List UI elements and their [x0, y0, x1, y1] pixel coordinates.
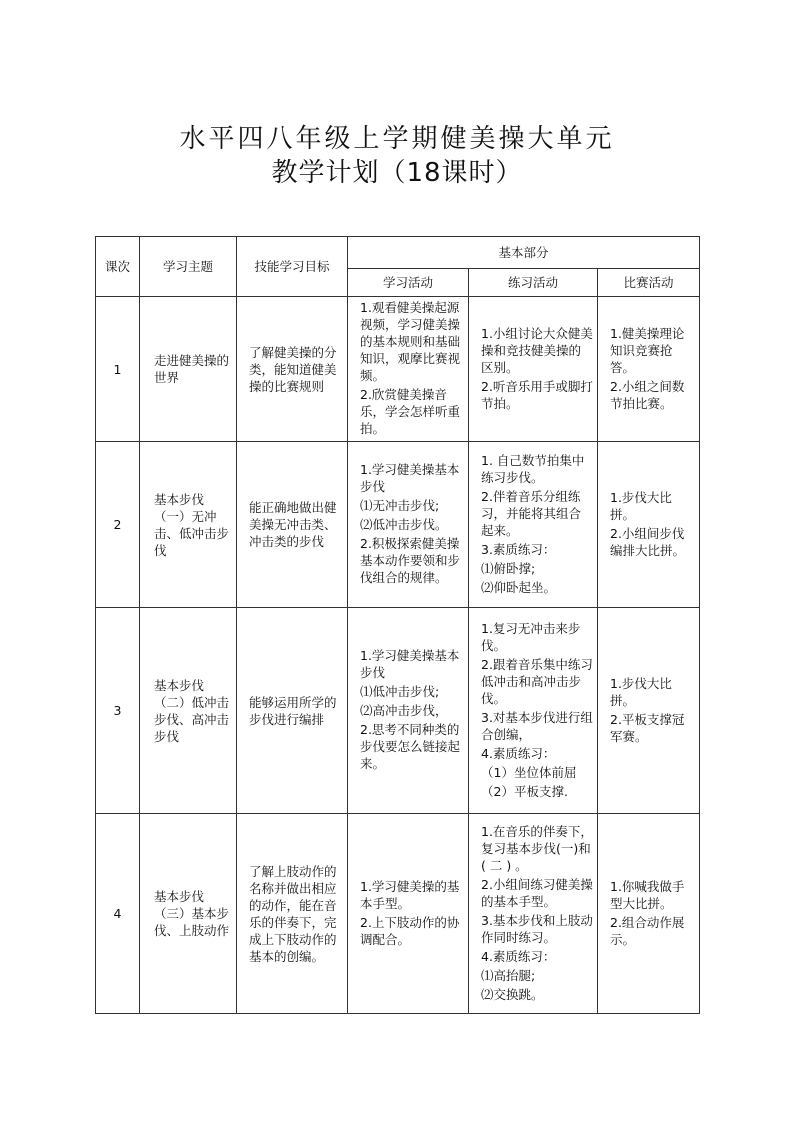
- theme-cell: 基本步伐（一）无冲击、低冲击步伐: [140, 442, 237, 608]
- header-practice: 练习活动: [469, 269, 598, 297]
- competition-item: 1.健美操理论知识竞赛抢答。: [610, 325, 685, 375]
- learning-item: ⑴低冲击步伐;: [360, 684, 440, 699]
- competition-item: 2.小组间步伐编排大比拼。: [610, 525, 686, 558]
- learning-item: 1.学习健美操基本步伐: [360, 648, 460, 680]
- header-skill: 技能学习目标: [237, 237, 348, 297]
- practice-cell: [469, 297, 598, 442]
- practice-item: ⑴俯卧撑;: [481, 560, 536, 576]
- practice-item: 3.对基本步伐进行组合创编，: [481, 709, 593, 742]
- practice-item: 3.基本步伐和上肢动作同时练习。: [481, 912, 593, 945]
- learning-item: 1.观看健美操起源视频，学习健美操的基本规则和基础知识，观摩比赛视频。: [360, 300, 461, 383]
- practice-cell: [469, 814, 598, 1014]
- competition-cell: [598, 297, 700, 442]
- learning-item: 1.学习健美操的基本手型。: [360, 878, 460, 911]
- learning-cell: [348, 442, 469, 608]
- practice-item: （2）平板支撑.: [481, 783, 568, 799]
- learning-item: ⑴无冲击步伐;: [360, 498, 440, 513]
- lesson-number: 1: [96, 297, 140, 442]
- competition-item: 2.平板支撑冠军赛。: [610, 711, 685, 744]
- practice-item: 2.听音乐用手或脚打节拍。: [481, 378, 593, 411]
- competition-cell: [598, 442, 700, 608]
- lesson-plan-table: [95, 236, 700, 1014]
- learning-item: 1.学习健美操基本步伐: [360, 462, 460, 494]
- practice-cell: [469, 608, 598, 814]
- practice-item: 1.在音乐的伴奏下，复习基本步伐(一)和( 二 ) 。: [481, 823, 593, 873]
- practice-item: ⑵交换跳。: [481, 986, 544, 1002]
- competition-item: 1.你喊我做手型大比拼。: [610, 878, 685, 911]
- competition-item: 1.步伐大比拼。: [610, 489, 672, 522]
- header-learning: 学习活动: [348, 269, 469, 297]
- lesson-number: 3: [96, 608, 140, 814]
- practice-item: 2.伴着音乐分组练习，并能将其组合起来。: [481, 488, 582, 538]
- competition-item: 1.步伐大比拼。: [610, 675, 672, 708]
- practice-item: 2.小组间练习健美操的基本手型。: [481, 876, 593, 909]
- practice-item: 1.小组讨论大众健美操和竞技健美操的区别。: [481, 325, 593, 375]
- table-row: [96, 814, 700, 1014]
- table-row: [96, 442, 700, 608]
- header-theme: 学习主题: [140, 237, 237, 297]
- lesson-number: 2: [96, 442, 140, 608]
- learning-item: 2.欣赏健美操音乐，学会怎样听重拍。: [360, 387, 461, 436]
- learning-item: 2.思考不同种类的步伐要怎么链接起来。: [360, 722, 461, 771]
- theme-cell: 基本步伐（三）基本步伐、上肢动作: [140, 814, 237, 1014]
- practice-item: 3.素质练习：: [481, 541, 556, 557]
- learning-item: 2.积极探索健美操基本动作要领和步伐组合的规律。: [360, 536, 461, 585]
- header-lesson: 课次: [96, 237, 140, 297]
- learning-cell: [348, 608, 469, 814]
- practice-item: 2.跟着音乐集中练习低冲击和高冲击步伐。: [481, 656, 593, 706]
- skill-cell: 了解健美操的分类，能知道健美操的比赛规则: [237, 297, 348, 442]
- practice-item: 1. 自己数节拍集中练习步伐。: [481, 452, 585, 485]
- practice-item: ⑴高抬腿;: [481, 967, 536, 983]
- practice-item: 1.复习无冲击来步伐。: [481, 620, 581, 653]
- skill-cell: 了解上肢动作的名称并做出相应的动作，能在音乐的伴奏下，完成上下肢动作的基本的创编。: [237, 814, 348, 1014]
- theme-cell: 基本步伐（二）低冲击步伐、高冲击步伐: [140, 608, 237, 814]
- competition-cell: [598, 608, 700, 814]
- table-row: [96, 297, 700, 442]
- skill-cell: 能正确地做出健美操无冲击类、冲击类的步伐: [237, 442, 348, 608]
- header-competition: 比赛活动: [598, 269, 700, 297]
- practice-item: ⑵仰卧起坐。: [481, 579, 557, 595]
- practice-item: （1）坐位体前屈: [481, 764, 577, 780]
- practice-item: 4.素质练习：: [481, 948, 556, 964]
- learning-item: ⑵高冲击步伐，: [360, 703, 448, 718]
- learning-cell: [348, 814, 469, 1014]
- learning-item: ⑵低冲击步伐。: [360, 517, 448, 532]
- lesson-number: 4: [96, 814, 140, 1014]
- skill-cell: 能够运用所学的步伐进行编排: [237, 608, 348, 814]
- practice-cell: [469, 442, 598, 608]
- header-basic: 基本部分: [348, 237, 700, 269]
- theme-cell: 走进健美操的世界: [140, 297, 237, 442]
- learning-item: 2.上下肢动作的协调配合。: [360, 914, 460, 947]
- page-title-line1: 水平四八年级上学期健美操大单元: [179, 124, 615, 154]
- competition-item: 2.小组之间数节拍比赛。: [610, 378, 685, 411]
- competition-cell: [598, 814, 700, 1014]
- page-title-line2: 教学计划（18课时）: [271, 158, 523, 188]
- competition-item: 2.组合动作展示。: [610, 914, 685, 947]
- learning-cell: [348, 297, 469, 442]
- table-row: [96, 608, 700, 814]
- practice-item: 4.素质练习：: [481, 745, 556, 761]
